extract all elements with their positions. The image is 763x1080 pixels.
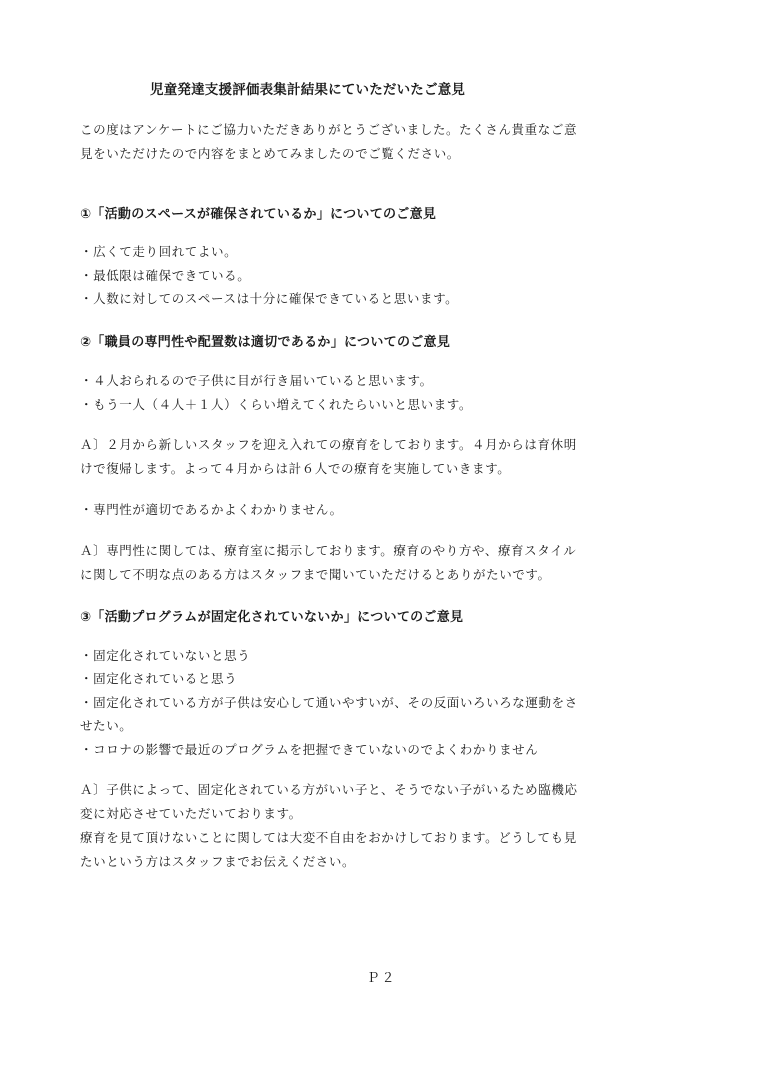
opinion-line: ・固定化されていると思う — [80, 671, 238, 686]
opinion-line: ・最低限は確保できている。 — [80, 268, 251, 283]
document-title: 児童発達支援評価表集計結果にていただいたご意見 — [150, 82, 466, 98]
opinion-line: ・広くて走り回れてよい。 — [80, 244, 238, 259]
opinion-line: ・もう一人（４人＋１人）くらい増えてくれたらいいと思います。 — [80, 397, 473, 412]
opinion-line: せたい。 — [80, 718, 133, 733]
section-heading-staff: ②「職員の専門性や配置数は適切であるか」についてのご意見 — [80, 335, 451, 350]
opinion-line: ・固定化されていないと思う — [80, 648, 251, 663]
answer-line: たいという方はスタッフまでお伝えください。 — [80, 854, 356, 869]
section-heading-program: ③「活動プログラムが固定化されていないか」についてのご意見 — [80, 610, 464, 625]
opinion-line: ・専門性が適切であるかよくわかりません。 — [80, 502, 343, 517]
opinion-line: ・人数に対してのスペースは十分に確保できていると思います。 — [80, 291, 459, 306]
opinion-line: ・コロナの影響で最近のプログラムを把握できていないのでよくわかりません — [80, 742, 539, 757]
answer-line: Ａ〕子供によって、固定化されている方がいい子と、そうでない子がいるため臨機応 — [80, 782, 578, 797]
opinion-line: ・４人おられるので子供に目が行き届いていると思います。 — [80, 373, 433, 388]
opinion-line: ・固定化されている方が子供は安心して通いやすいが、その反面いろいろな運動をさ — [80, 695, 578, 710]
answer-line: に関して不明な点のある方はスタッフまで聞いていただけるとありがたいです。 — [80, 567, 551, 582]
section-heading-space: ①「活動のスペースが確保されているか」についてのご意見 — [80, 207, 437, 222]
answer-line: 変に対応させていただいております。 — [80, 806, 302, 821]
page-number: Ｐ２ — [366, 971, 397, 986]
answer-line: Ａ〕専門性に関しては、療育室に掲示しております。療育のやり方や、療育スタイル — [80, 543, 577, 558]
answer-line: 療育を見て頂けないことに関しては大変不自由をおかけしております。どうしても見 — [80, 830, 577, 845]
intro-line: 見をいただけたので内容をまとめてみましたのでご覧ください。 — [80, 146, 460, 161]
answer-line: けで復帰します。よって４月からは計６人での療育を実施していきます。 — [80, 461, 511, 476]
answer-line: Ａ〕２月から新しいスタッフを迎え入れての療育をしております。４月からは育休明 — [80, 437, 577, 452]
intro-line: この度はアンケートにご協力いただきありがとうございました。たくさん貴重なご意 — [80, 122, 578, 137]
